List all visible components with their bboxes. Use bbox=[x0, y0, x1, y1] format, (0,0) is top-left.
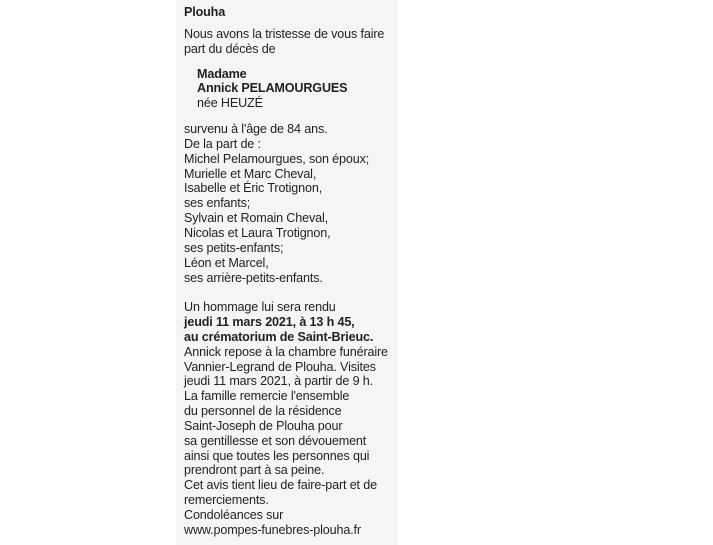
ceremony-place: au crématorium de Saint-Brieuc. bbox=[184, 329, 374, 344]
details-line: prendront part à sa peine. bbox=[184, 463, 325, 478]
details-line: sa gentillesse et son dévouement bbox=[184, 433, 367, 448]
family-line: ses enfants; bbox=[184, 196, 251, 211]
family-line: Isabelle et Éric Trotignon, bbox=[184, 181, 323, 196]
family-line: De la part de : bbox=[184, 136, 261, 151]
town-heading: Plouha bbox=[184, 5, 226, 19]
intro-text bbox=[184, 27, 414, 57]
details-line: remerciements. bbox=[184, 493, 269, 508]
obituary-notice bbox=[184, 5, 414, 538]
details-line: jeudi 11 mars 2021, à partir de 9 h. bbox=[184, 374, 373, 389]
intro-line: Nous avons la tristesse de vous faire bbox=[184, 26, 385, 41]
deceased-maiden-name: née HEUZÉ bbox=[197, 96, 263, 111]
family-line: Léon et Marcel, bbox=[184, 255, 269, 270]
family-line: Murielle et Marc Cheval, bbox=[184, 166, 317, 181]
family-list bbox=[184, 122, 414, 285]
intro-line: part du décès de bbox=[184, 41, 276, 56]
family-line: Sylvain et Romain Cheval, bbox=[184, 211, 328, 226]
ceremony-intro: Un hommage lui sera rendu bbox=[184, 300, 336, 315]
ceremony-block bbox=[184, 300, 414, 345]
family-line: Michel Pelamourgues, son époux; bbox=[184, 151, 370, 166]
deceased-block bbox=[184, 67, 414, 112]
family-line: ses arrière-petits-enfants. bbox=[184, 270, 323, 285]
details-line: Annick repose à la chambre funéraire bbox=[184, 344, 388, 359]
details-line: Cet avis tient lieu de faire-part et de bbox=[184, 478, 377, 493]
details-line: Condoléances sur bbox=[184, 508, 284, 522]
details-line: ainsi que toutes les personnes qui bbox=[184, 448, 370, 463]
paragraph-spacer bbox=[184, 285, 414, 300]
details-line: Saint-Joseph de Plouha pour bbox=[184, 418, 343, 433]
family-line: ses petits-enfants; bbox=[184, 240, 284, 255]
condolences-link[interactable]: www.pompes-funebres-plouha.fr bbox=[184, 522, 361, 537]
details-line: du personnel de la résidence bbox=[184, 404, 342, 419]
deceased-title: Madame bbox=[197, 66, 247, 81]
family-line: survenu à l'âge de 84 ans. bbox=[184, 122, 328, 137]
details-line: Vannier-Legrand de Plouha. Visites bbox=[184, 359, 376, 374]
family-line: Nicolas et Laura Trotignon, bbox=[184, 225, 331, 240]
ceremony-date: jeudi 11 mars 2021, à 13 h 45, bbox=[184, 315, 355, 330]
details-line: La famille remercie l'ensemble bbox=[184, 389, 350, 404]
deceased-name: Annick PELAMOURGUES bbox=[197, 81, 348, 96]
details-block bbox=[184, 345, 414, 538]
